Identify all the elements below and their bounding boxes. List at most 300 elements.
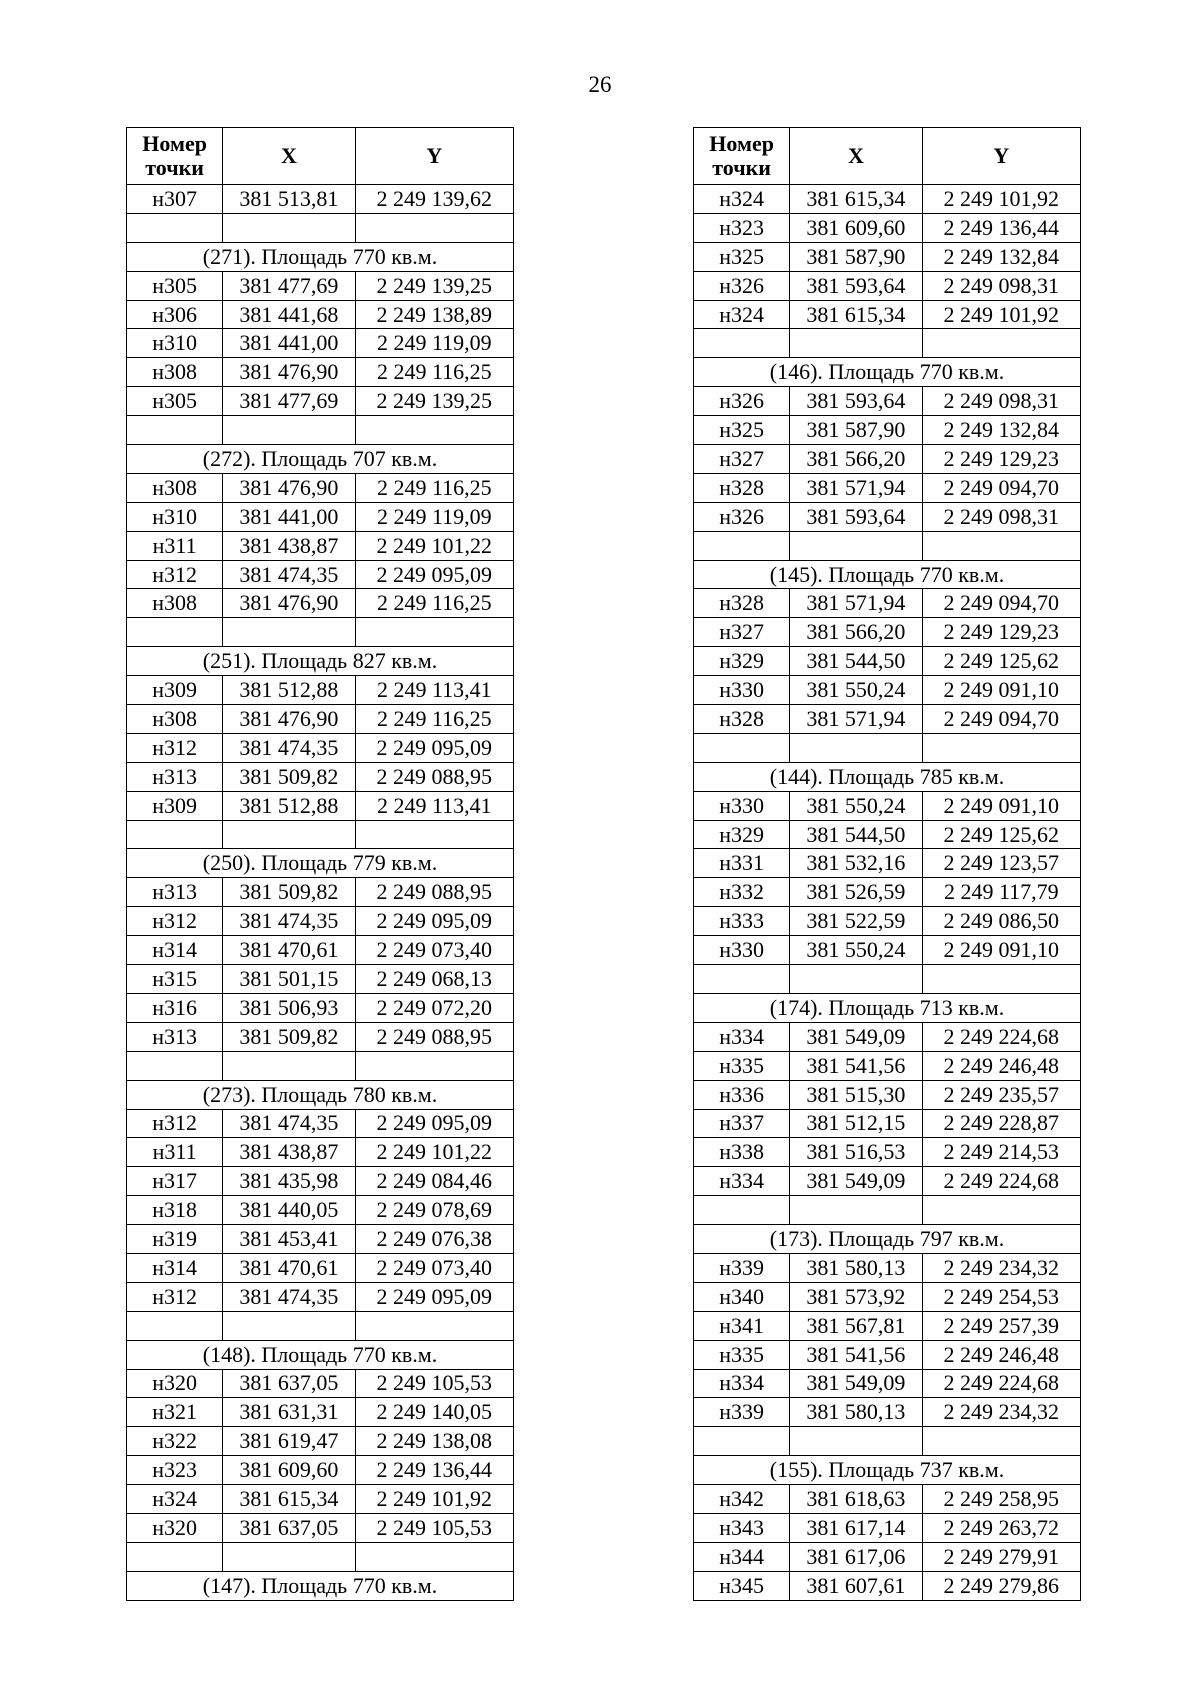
- y-coordinate-cell: 2 249 125,62: [922, 820, 1080, 849]
- point-number-cell: н324: [694, 185, 790, 214]
- x-coordinate-cell: 381 474,35: [223, 1282, 355, 1311]
- y-coordinate-cell: 2 249 101,22: [355, 531, 513, 560]
- y-coordinate-cell: 2 249 101,92: [355, 1485, 513, 1514]
- y-coordinate-cell: 2 249 095,09: [355, 1109, 513, 1138]
- table-row: [694, 1311, 1081, 1340]
- x-coordinate-cell: 381 474,35: [223, 1109, 355, 1138]
- x-coordinate-cell: 381 438,87: [223, 1138, 355, 1167]
- y-coordinate-cell: 2 249 116,25: [355, 473, 513, 502]
- empty-cell: [694, 1427, 790, 1456]
- table-row: [694, 936, 1081, 965]
- table-row: [694, 1253, 1081, 1282]
- point-number-cell: н332: [694, 878, 790, 907]
- y-coordinate-cell: 2 249 119,09: [355, 502, 513, 531]
- point-number-cell: н325: [694, 242, 790, 271]
- y-coordinate-cell: 2 249 098,31: [922, 502, 1080, 531]
- table-row: [127, 733, 514, 762]
- x-coordinate-cell: 381 441,00: [223, 329, 355, 358]
- y-coordinate-cell: 2 249 072,20: [355, 993, 513, 1022]
- point-number-cell: н340: [694, 1282, 790, 1311]
- point-number-cell: н335: [694, 1340, 790, 1369]
- table-row: [694, 849, 1081, 878]
- y-coordinate-cell: 2 249 246,48: [922, 1340, 1080, 1369]
- y-coordinate-cell: 2 249 129,23: [922, 445, 1080, 474]
- point-number-cell: н330: [694, 676, 790, 705]
- table-row: [127, 300, 514, 329]
- x-coordinate-cell: 381 615,34: [790, 185, 922, 214]
- point-number-cell: н317: [127, 1167, 223, 1196]
- y-coordinate-cell: 2 249 138,08: [355, 1427, 513, 1456]
- empty-cell: [355, 1051, 513, 1080]
- empty-cell: [127, 416, 223, 445]
- point-number-cell: н309: [127, 791, 223, 820]
- section-row: [127, 849, 514, 878]
- table-row: [127, 762, 514, 791]
- point-number-cell: н343: [694, 1513, 790, 1542]
- table-row: [694, 473, 1081, 502]
- x-coordinate-cell: 381 541,56: [790, 1340, 922, 1369]
- x-coordinate-cell: 381 567,81: [790, 1311, 922, 1340]
- table-row: [694, 1282, 1081, 1311]
- x-coordinate-cell: 381 615,34: [790, 300, 922, 329]
- x-coordinate-cell: 381 438,87: [223, 531, 355, 560]
- point-number-cell: н311: [127, 1138, 223, 1167]
- point-number-cell: н327: [694, 445, 790, 474]
- x-coordinate-cell: 381 501,15: [223, 965, 355, 994]
- empty-cell: [355, 1311, 513, 1340]
- section-title: (147). Площадь 770 кв.м.: [127, 1571, 514, 1600]
- table-row: [127, 676, 514, 705]
- point-number-cell: н329: [694, 820, 790, 849]
- point-number-cell: н319: [127, 1225, 223, 1254]
- table-row: [694, 907, 1081, 936]
- table-row: [127, 1282, 514, 1311]
- y-coordinate-cell: 2 249 257,39: [922, 1311, 1080, 1340]
- table-row: [127, 936, 514, 965]
- table-row: [694, 1369, 1081, 1398]
- section-row: [694, 1456, 1081, 1485]
- section-title: (148). Площадь 770 кв.м.: [127, 1340, 514, 1369]
- x-coordinate-cell: 381 607,61: [790, 1571, 922, 1600]
- y-coordinate-cell: 2 249 101,92: [922, 300, 1080, 329]
- table-row: [127, 1485, 514, 1514]
- point-number-cell: н322: [127, 1427, 223, 1456]
- point-number-cell: н311: [127, 531, 223, 560]
- table-row: [127, 271, 514, 300]
- point-number-cell: н328: [694, 473, 790, 502]
- x-coordinate-cell: 381 549,09: [790, 1022, 922, 1051]
- point-number-cell: н324: [127, 1485, 223, 1514]
- point-number-cell: н327: [694, 618, 790, 647]
- table-row: [127, 185, 514, 214]
- y-coordinate-cell: 2 249 116,25: [355, 358, 513, 387]
- x-coordinate-cell: 381 512,15: [790, 1109, 922, 1138]
- table-row: [127, 1022, 514, 1051]
- table-row: [127, 1513, 514, 1542]
- x-coordinate-cell: 381 441,00: [223, 502, 355, 531]
- table-row: [694, 213, 1081, 242]
- x-coordinate-cell: 381 474,35: [223, 560, 355, 589]
- table-row: [694, 589, 1081, 618]
- x-coordinate-cell: 381 512,88: [223, 676, 355, 705]
- point-number-cell: н334: [694, 1369, 790, 1398]
- section-row: [694, 993, 1081, 1022]
- point-number-cell: н330: [694, 791, 790, 820]
- empty-cell: [790, 1196, 922, 1225]
- table-row: [127, 1138, 514, 1167]
- x-coordinate-cell: 381 477,69: [223, 387, 355, 416]
- empty-cell: [223, 820, 355, 849]
- y-coordinate-cell: 2 249 132,84: [922, 416, 1080, 445]
- x-coordinate-cell: 381 619,47: [223, 1427, 355, 1456]
- x-coordinate-cell: 381 470,61: [223, 936, 355, 965]
- point-number-cell: н320: [127, 1513, 223, 1542]
- table-row: [127, 1109, 514, 1138]
- table-row: [694, 1167, 1081, 1196]
- empty-row: [127, 1311, 514, 1340]
- empty-cell: [790, 1427, 922, 1456]
- x-coordinate-cell: 381 476,90: [223, 358, 355, 387]
- y-coordinate-cell: 2 249 078,69: [355, 1196, 513, 1225]
- table-row: [127, 907, 514, 936]
- empty-cell: [127, 1051, 223, 1080]
- y-coordinate-cell: 2 249 073,40: [355, 1253, 513, 1282]
- point-number-cell: н310: [127, 329, 223, 358]
- x-coordinate-cell: 381 476,90: [223, 705, 355, 734]
- page-number: 26: [588, 72, 612, 97]
- x-coordinate-cell: 381 637,05: [223, 1369, 355, 1398]
- table-row: [694, 1513, 1081, 1542]
- table-row: [127, 589, 514, 618]
- point-number-cell: н345: [694, 1571, 790, 1600]
- table-row: [694, 1398, 1081, 1427]
- x-coordinate-cell: 381 609,60: [223, 1456, 355, 1485]
- point-number-cell: н314: [127, 936, 223, 965]
- header-y: Y: [922, 128, 1080, 185]
- table-row: [694, 1080, 1081, 1109]
- point-number-cell: н337: [694, 1109, 790, 1138]
- point-number-cell: н314: [127, 1253, 223, 1282]
- y-coordinate-cell: 2 249 139,25: [355, 387, 513, 416]
- y-coordinate-cell: 2 249 117,79: [922, 878, 1080, 907]
- y-coordinate-cell: 2 249 095,09: [355, 907, 513, 936]
- x-coordinate-cell: 381 532,16: [790, 849, 922, 878]
- x-coordinate-cell: 381 513,81: [223, 185, 355, 214]
- y-coordinate-cell: 2 249 113,41: [355, 676, 513, 705]
- empty-cell: [922, 733, 1080, 762]
- point-number-cell: н341: [694, 1311, 790, 1340]
- x-coordinate-cell: 381 580,13: [790, 1253, 922, 1282]
- point-number-cell: н335: [694, 1051, 790, 1080]
- point-number-cell: н336: [694, 1080, 790, 1109]
- table-row: [694, 1022, 1081, 1051]
- table-row: [127, 560, 514, 589]
- table-row: [694, 1340, 1081, 1369]
- x-coordinate-cell: 381 474,35: [223, 907, 355, 936]
- header-point-number: Номер точки: [127, 128, 223, 185]
- x-coordinate-cell: 381 476,90: [223, 589, 355, 618]
- x-coordinate-cell: 381 571,94: [790, 473, 922, 502]
- y-coordinate-cell: 2 249 101,92: [922, 185, 1080, 214]
- x-coordinate-cell: 381 509,82: [223, 1022, 355, 1051]
- point-number-cell: н325: [694, 416, 790, 445]
- table-row: [127, 1427, 514, 1456]
- y-coordinate-cell: 2 249 086,50: [922, 907, 1080, 936]
- y-coordinate-cell: 2 249 279,86: [922, 1571, 1080, 1600]
- point-number-cell: н313: [127, 762, 223, 791]
- table-row: [127, 1196, 514, 1225]
- table-row: [694, 271, 1081, 300]
- empty-cell: [922, 965, 1080, 994]
- y-coordinate-cell: 2 249 254,53: [922, 1282, 1080, 1311]
- empty-row: [694, 1427, 1081, 1456]
- table-row: [127, 1369, 514, 1398]
- y-coordinate-cell: 2 249 073,40: [355, 936, 513, 965]
- table-row: [127, 502, 514, 531]
- y-coordinate-cell: 2 249 132,84: [922, 242, 1080, 271]
- x-coordinate-cell: 381 470,61: [223, 1253, 355, 1282]
- x-coordinate-cell: 381 441,68: [223, 300, 355, 329]
- point-number-cell: н324: [694, 300, 790, 329]
- point-number-cell: н308: [127, 473, 223, 502]
- empty-row: [127, 1051, 514, 1080]
- header-x: X: [223, 128, 355, 185]
- table-row: [694, 820, 1081, 849]
- empty-cell: [790, 965, 922, 994]
- point-number-cell: н306: [127, 300, 223, 329]
- empty-cell: [127, 213, 223, 242]
- point-number-cell: н313: [127, 1022, 223, 1051]
- point-number-cell: н326: [694, 387, 790, 416]
- section-row: [694, 358, 1081, 387]
- y-coordinate-cell: 2 249 091,10: [922, 936, 1080, 965]
- y-coordinate-cell: 2 249 095,09: [355, 733, 513, 762]
- header-x: X: [790, 128, 922, 185]
- y-coordinate-cell: 2 249 105,53: [355, 1369, 513, 1398]
- table-row: [127, 329, 514, 358]
- empty-cell: [922, 531, 1080, 560]
- y-coordinate-cell: 2 249 139,62: [355, 185, 513, 214]
- x-coordinate-cell: 381 474,35: [223, 733, 355, 762]
- x-coordinate-cell: 381 550,24: [790, 791, 922, 820]
- point-number-cell: н321: [127, 1398, 223, 1427]
- empty-cell: [355, 213, 513, 242]
- x-coordinate-cell: 381 509,82: [223, 878, 355, 907]
- point-number-cell: н308: [127, 705, 223, 734]
- point-number-cell: н318: [127, 1196, 223, 1225]
- y-coordinate-cell: 2 249 234,32: [922, 1253, 1080, 1282]
- section-row: [694, 1225, 1081, 1254]
- point-number-cell: н308: [127, 358, 223, 387]
- table-row: [127, 965, 514, 994]
- x-coordinate-cell: 381 550,24: [790, 676, 922, 705]
- empty-row: [127, 618, 514, 647]
- section-title: (145). Площадь 770 кв.м.: [694, 560, 1081, 589]
- x-coordinate-cell: 381 609,60: [790, 213, 922, 242]
- y-coordinate-cell: 2 249 140,05: [355, 1398, 513, 1427]
- y-coordinate-cell: 2 249 068,13: [355, 965, 513, 994]
- table-row: [127, 705, 514, 734]
- y-coordinate-cell: 2 249 138,89: [355, 300, 513, 329]
- empty-cell: [922, 1427, 1080, 1456]
- y-coordinate-cell: 2 249 098,31: [922, 387, 1080, 416]
- y-coordinate-cell: 2 249 129,23: [922, 618, 1080, 647]
- empty-cell: [355, 820, 513, 849]
- x-coordinate-cell: 381 512,88: [223, 791, 355, 820]
- coordinates-table-right: [693, 127, 1081, 1601]
- table-row: [127, 358, 514, 387]
- y-coordinate-cell: 2 249 088,95: [355, 762, 513, 791]
- x-coordinate-cell: 381 593,64: [790, 502, 922, 531]
- table-header-row: [694, 128, 1081, 185]
- x-coordinate-cell: 381 571,94: [790, 589, 922, 618]
- table-row: [127, 1398, 514, 1427]
- point-number-cell: н312: [127, 907, 223, 936]
- empty-row: [694, 329, 1081, 358]
- y-coordinate-cell: 2 249 279,91: [922, 1542, 1080, 1571]
- y-coordinate-cell: 2 249 116,25: [355, 705, 513, 734]
- point-number-cell: н334: [694, 1167, 790, 1196]
- table-row: [694, 618, 1081, 647]
- point-number-cell: н339: [694, 1253, 790, 1282]
- point-number-cell: н328: [694, 705, 790, 734]
- y-coordinate-cell: 2 249 136,44: [355, 1456, 513, 1485]
- point-number-cell: н309: [127, 676, 223, 705]
- empty-row: [694, 531, 1081, 560]
- point-number-cell: н312: [127, 1109, 223, 1138]
- point-number-cell: н323: [127, 1456, 223, 1485]
- empty-cell: [223, 618, 355, 647]
- empty-cell: [355, 416, 513, 445]
- section-title: (250). Площадь 779 кв.м.: [127, 849, 514, 878]
- y-coordinate-cell: 2 249 224,68: [922, 1022, 1080, 1051]
- empty-cell: [355, 618, 513, 647]
- section-row: [127, 445, 514, 474]
- point-number-cell: н305: [127, 271, 223, 300]
- empty-cell: [127, 618, 223, 647]
- point-number-cell: н329: [694, 647, 790, 676]
- x-coordinate-cell: 381 617,14: [790, 1513, 922, 1542]
- y-coordinate-cell: 2 249 235,57: [922, 1080, 1080, 1109]
- empty-cell: [223, 213, 355, 242]
- point-number-cell: н312: [127, 560, 223, 589]
- empty-cell: [127, 1311, 223, 1340]
- section-title: (155). Площадь 737 кв.м.: [694, 1456, 1081, 1485]
- point-number-cell: н308: [127, 589, 223, 618]
- x-coordinate-cell: 381 544,50: [790, 820, 922, 849]
- y-coordinate-cell: 2 249 228,87: [922, 1109, 1080, 1138]
- x-coordinate-cell: 381 509,82: [223, 762, 355, 791]
- table-row: [694, 1485, 1081, 1514]
- table-row: [694, 416, 1081, 445]
- y-coordinate-cell: 2 249 113,41: [355, 791, 513, 820]
- point-number-cell: н315: [127, 965, 223, 994]
- table-header-row: [127, 128, 514, 185]
- empty-cell: [127, 1542, 223, 1571]
- table-row: [694, 1109, 1081, 1138]
- point-number-cell: н333: [694, 907, 790, 936]
- y-coordinate-cell: 2 249 116,25: [355, 589, 513, 618]
- table-row: [694, 1051, 1081, 1080]
- x-coordinate-cell: 381 615,34: [223, 1485, 355, 1514]
- x-coordinate-cell: 381 637,05: [223, 1513, 355, 1542]
- header-point-number: Номер точки: [694, 128, 790, 185]
- x-coordinate-cell: 381 435,98: [223, 1167, 355, 1196]
- point-number-cell: н339: [694, 1398, 790, 1427]
- section-row: [127, 1080, 514, 1109]
- x-coordinate-cell: 381 476,90: [223, 473, 355, 502]
- point-number-cell: н312: [127, 733, 223, 762]
- empty-cell: [694, 733, 790, 762]
- section-title: (273). Площадь 780 кв.м.: [127, 1080, 514, 1109]
- table-row: [127, 791, 514, 820]
- table-row: [694, 1542, 1081, 1571]
- y-coordinate-cell: 2 249 095,09: [355, 1282, 513, 1311]
- y-coordinate-cell: 2 249 088,95: [355, 878, 513, 907]
- table-row: [127, 993, 514, 1022]
- table-row: [127, 1167, 514, 1196]
- empty-cell: [355, 1542, 513, 1571]
- section-title: (146). Площадь 770 кв.м.: [694, 358, 1081, 387]
- y-coordinate-cell: 2 249 224,68: [922, 1369, 1080, 1398]
- x-coordinate-cell: 381 566,20: [790, 445, 922, 474]
- y-coordinate-cell: 2 249 091,10: [922, 676, 1080, 705]
- table-row: [694, 242, 1081, 271]
- empty-row: [694, 965, 1081, 994]
- table-row: [694, 445, 1081, 474]
- point-number-cell: н342: [694, 1485, 790, 1514]
- empty-cell: [790, 733, 922, 762]
- empty-cell: [694, 1196, 790, 1225]
- section-title: (251). Площадь 827 кв.м.: [127, 647, 514, 676]
- x-coordinate-cell: 381 515,30: [790, 1080, 922, 1109]
- section-row: [694, 762, 1081, 791]
- x-coordinate-cell: 381 566,20: [790, 618, 922, 647]
- x-coordinate-cell: 381 593,64: [790, 271, 922, 300]
- table-row: [694, 705, 1081, 734]
- y-coordinate-cell: 2 249 076,38: [355, 1225, 513, 1254]
- y-coordinate-cell: 2 249 139,25: [355, 271, 513, 300]
- y-coordinate-cell: 2 249 224,68: [922, 1167, 1080, 1196]
- y-coordinate-cell: 2 249 246,48: [922, 1051, 1080, 1080]
- empty-row: [127, 213, 514, 242]
- x-coordinate-cell: 381 571,94: [790, 705, 922, 734]
- x-coordinate-cell: 381 550,24: [790, 936, 922, 965]
- y-coordinate-cell: 2 249 258,95: [922, 1485, 1080, 1514]
- y-coordinate-cell: 2 249 094,70: [922, 705, 1080, 734]
- empty-row: [127, 416, 514, 445]
- table-row: [127, 531, 514, 560]
- table-row: [694, 387, 1081, 416]
- x-coordinate-cell: 381 516,53: [790, 1138, 922, 1167]
- section-title: (272). Площадь 707 кв.м.: [127, 445, 514, 474]
- empty-cell: [790, 329, 922, 358]
- point-number-cell: н331: [694, 849, 790, 878]
- section-row: [127, 647, 514, 676]
- x-coordinate-cell: 381 541,56: [790, 1051, 922, 1080]
- table-row: [694, 1571, 1081, 1600]
- x-coordinate-cell: 381 549,09: [790, 1167, 922, 1196]
- table-row: [127, 878, 514, 907]
- section-row: [694, 560, 1081, 589]
- empty-row: [127, 820, 514, 849]
- empty-row: [127, 1542, 514, 1571]
- x-coordinate-cell: 381 587,90: [790, 242, 922, 271]
- point-number-cell: н330: [694, 936, 790, 965]
- point-number-cell: н338: [694, 1138, 790, 1167]
- section-row: [127, 242, 514, 271]
- section-title: (144). Площадь 785 кв.м.: [694, 762, 1081, 791]
